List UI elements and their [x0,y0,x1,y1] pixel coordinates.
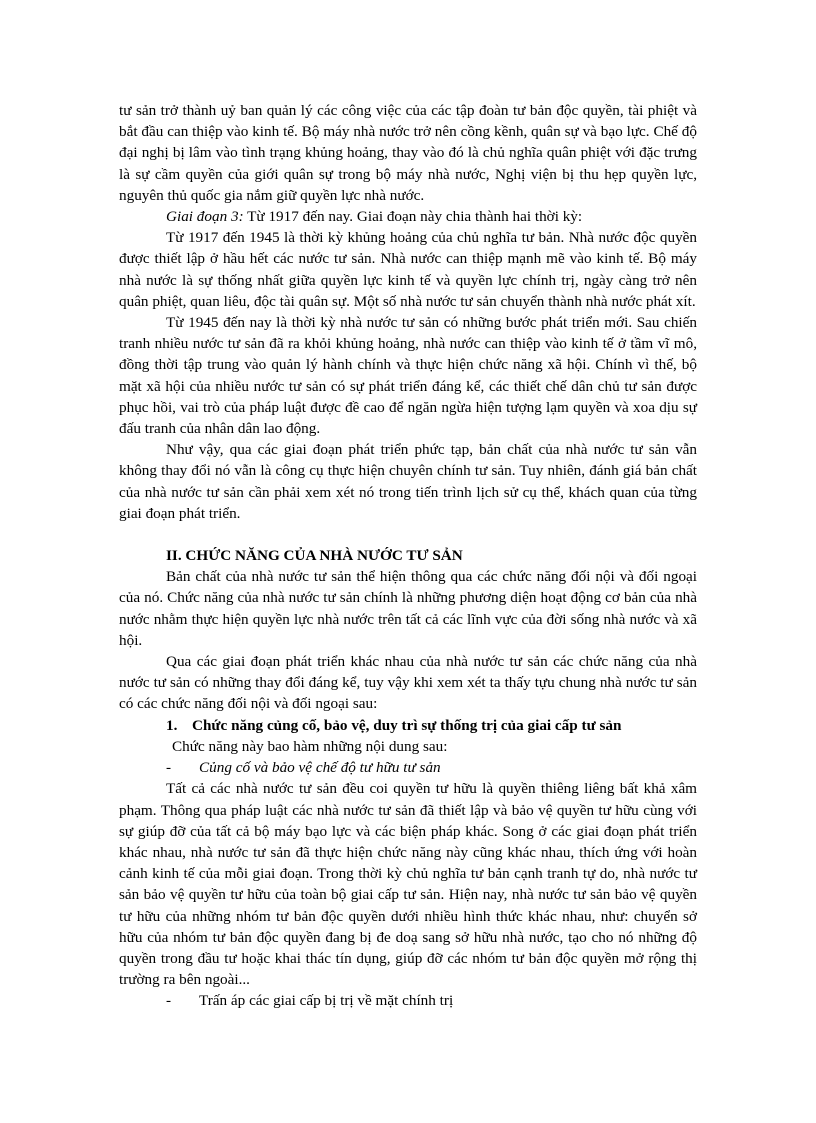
item-title: Chức năng củng cố, bảo vệ, duy trì sự thống trị của giai cấp tư sản [192,716,622,734]
dash-item-title: Củng cố và bảo vệ chế độ tư hữu tư sản [199,759,441,777]
dash-item-title: Trấn áp các giai cấp bị trị về mặt chính trị [199,992,454,1010]
paragraph-continuation: tư sản trở thành uỷ ban quản lý các công việc của các tập đoàn tư bản độc quyền, tài phiệt và bắt đầu can thiệp vào kinh tế. Bộ máy nhà nước trở nên cồng kềnh, quân sự và bạo lực. Chế độ đại nghị bị lâm vào tình trạng khủng hoảng, thay vào đó là chủ nghĩa quân phiệt với đặc trưng là sự cầm quyền của giới quân sự trong bộ máy nhà nước, Nghị viện bị thu hẹp quyền lực, nguyên thủ quốc gia nắm giữ quyền lực nhà nước. [119,102,697,204]
numbered-heading-1 [119,715,697,736]
paragraph-1917-1945: Từ 1917 đến 1945 là thời kỳ khủng hoảng của chủ nghĩa tư bản. Nhà nước độc quyền được thiết lập ở hầu hết các nước tư sản. Nhà nước can thiệp mạnh mẽ vào kinh tế. Bộ máy nhà nước là sự thống nhất giữa quyền lực kinh tế và quyền lực chính trị, ngày càng trở nên quân phiệt, quan liêu, độc tài quân sự. Một số nhà nước tư sản chuyển thành nhà nước phát xít. [119,229,697,310]
section-heading: II. CHỨC NĂNG CỦA NHÀ NƯỚC TƯ SẢN [166,547,463,565]
document-page [119,100,697,1012]
item-number: 1. [166,716,178,734]
dash-bullet: - [166,759,172,777]
dash-item-1 [119,757,697,778]
paragraph-stage-3 [119,206,697,227]
item-intro: Chức năng này bao hàm những nội dung sau: [172,737,448,755]
paragraph-1945-now: Từ 1945 đến nay là thời kỳ nhà nước tư sản có những bước phát triển mới. Sau chiến tranh nhiều nước tư sản đã ra khỏi khủng hoảng, nhà nước can thiệp vào kinh tế ở tầm vĩ mô, đồng thời tập trung vào quản lý hành chính và thực hiện chức năng xã hội. Chính vì thế, bộ mặt xã hội của nhiều nước tư sản có sự phát triển đáng kể, các thiết chế dân chủ tư sản được phục hồi, vai trò của pháp luật được đề cao để ngăn ngừa hiện tượng lạm quyền và xoa dịu sự đấu tranh của nhân dân lao động. [119,314,697,438]
stage-3-label: Giai đoạn 3: [166,208,244,226]
paragraph-summary: Như vậy, qua các giai đoạn phát triển phức tạp, bản chất của nhà nước tư sản vẫn không thay đổi nó vẫn là công cụ thực hiện chuyên chính tư sản. Tuy nhiên, đánh giá bản chất của nhà nước tư sản cần phải xem xét nó trong tiến trình lịch sử cụ thể, khách quan của từng giai đoạn phát triển. [119,441,697,522]
dash-item-2 [119,990,697,1011]
dash-bullet: - [166,992,172,1010]
stage-3-text: Từ 1917 đến nay. Giai đoạn này chia thành hai thời kỳ: [243,208,583,226]
paragraph-functions-intro: Bản chất của nhà nước tư sản thể hiện thông qua các chức năng đối nội và đối ngoại của nó. Chức năng của nhà nước tư sản chính là những phương diện hoạt động cơ bản của nhà nước nhằm thực hiện quyền lực nhà nước trên tất cả các lĩnh vực của đời sống nhà nước và xã hội. [119,568,697,649]
paragraph-private-property: Tất cả các nhà nước tư sản đều coi quyền tư hữu là quyền thiêng liêng bất khả xâm phạm. Thông qua pháp luật các nhà nước tư sản đã thiết lập và bảo vệ quyền tư hữu cùng với sự giúp đỡ của tất cả bộ máy bạo lực và các biện pháp khác. Song ở các giai đoạn phát triển khác nhau, nhà nước tư sản đã thực hiện chức năng này cũng khác nhau, thích ứng với hoàn cảnh kinh tế của mỗi giai đoạn. Trong thời kỳ chủ nghĩa tư bản cạnh tranh tự do, nhà nước tư sản bảo vệ quyền tư hữu của toàn bộ giai cấp tư sản. Hiện nay, nhà nước tư sản bảo vệ quyền tư hữu của những nhóm tư bản độc quyền dưới nhiều hình thức khác nhau, như: chuyển sở hữu của nhóm tư bản độc quyền đang bị đe doạ sang sở hữu nhà nước, tạo cho nó những độ quyền trong đầu tư hoặc khai thác tín dụng, giúp đỡ các nhóm tư bản độc quyền mở rộng thị trường ra bên ngoài... [119,780,697,989]
paragraph-functions-overview: Qua các giai đoạn phát triển khác nhau của nhà nước tư sản các chức năng của nhà nước tư sản có những thay đổi đáng kể, tuy vậy khi xem xét ta thấy tựu chung nhà nước tư sản có các chức năng đối nội và đối ngoại sau: [119,653,697,713]
